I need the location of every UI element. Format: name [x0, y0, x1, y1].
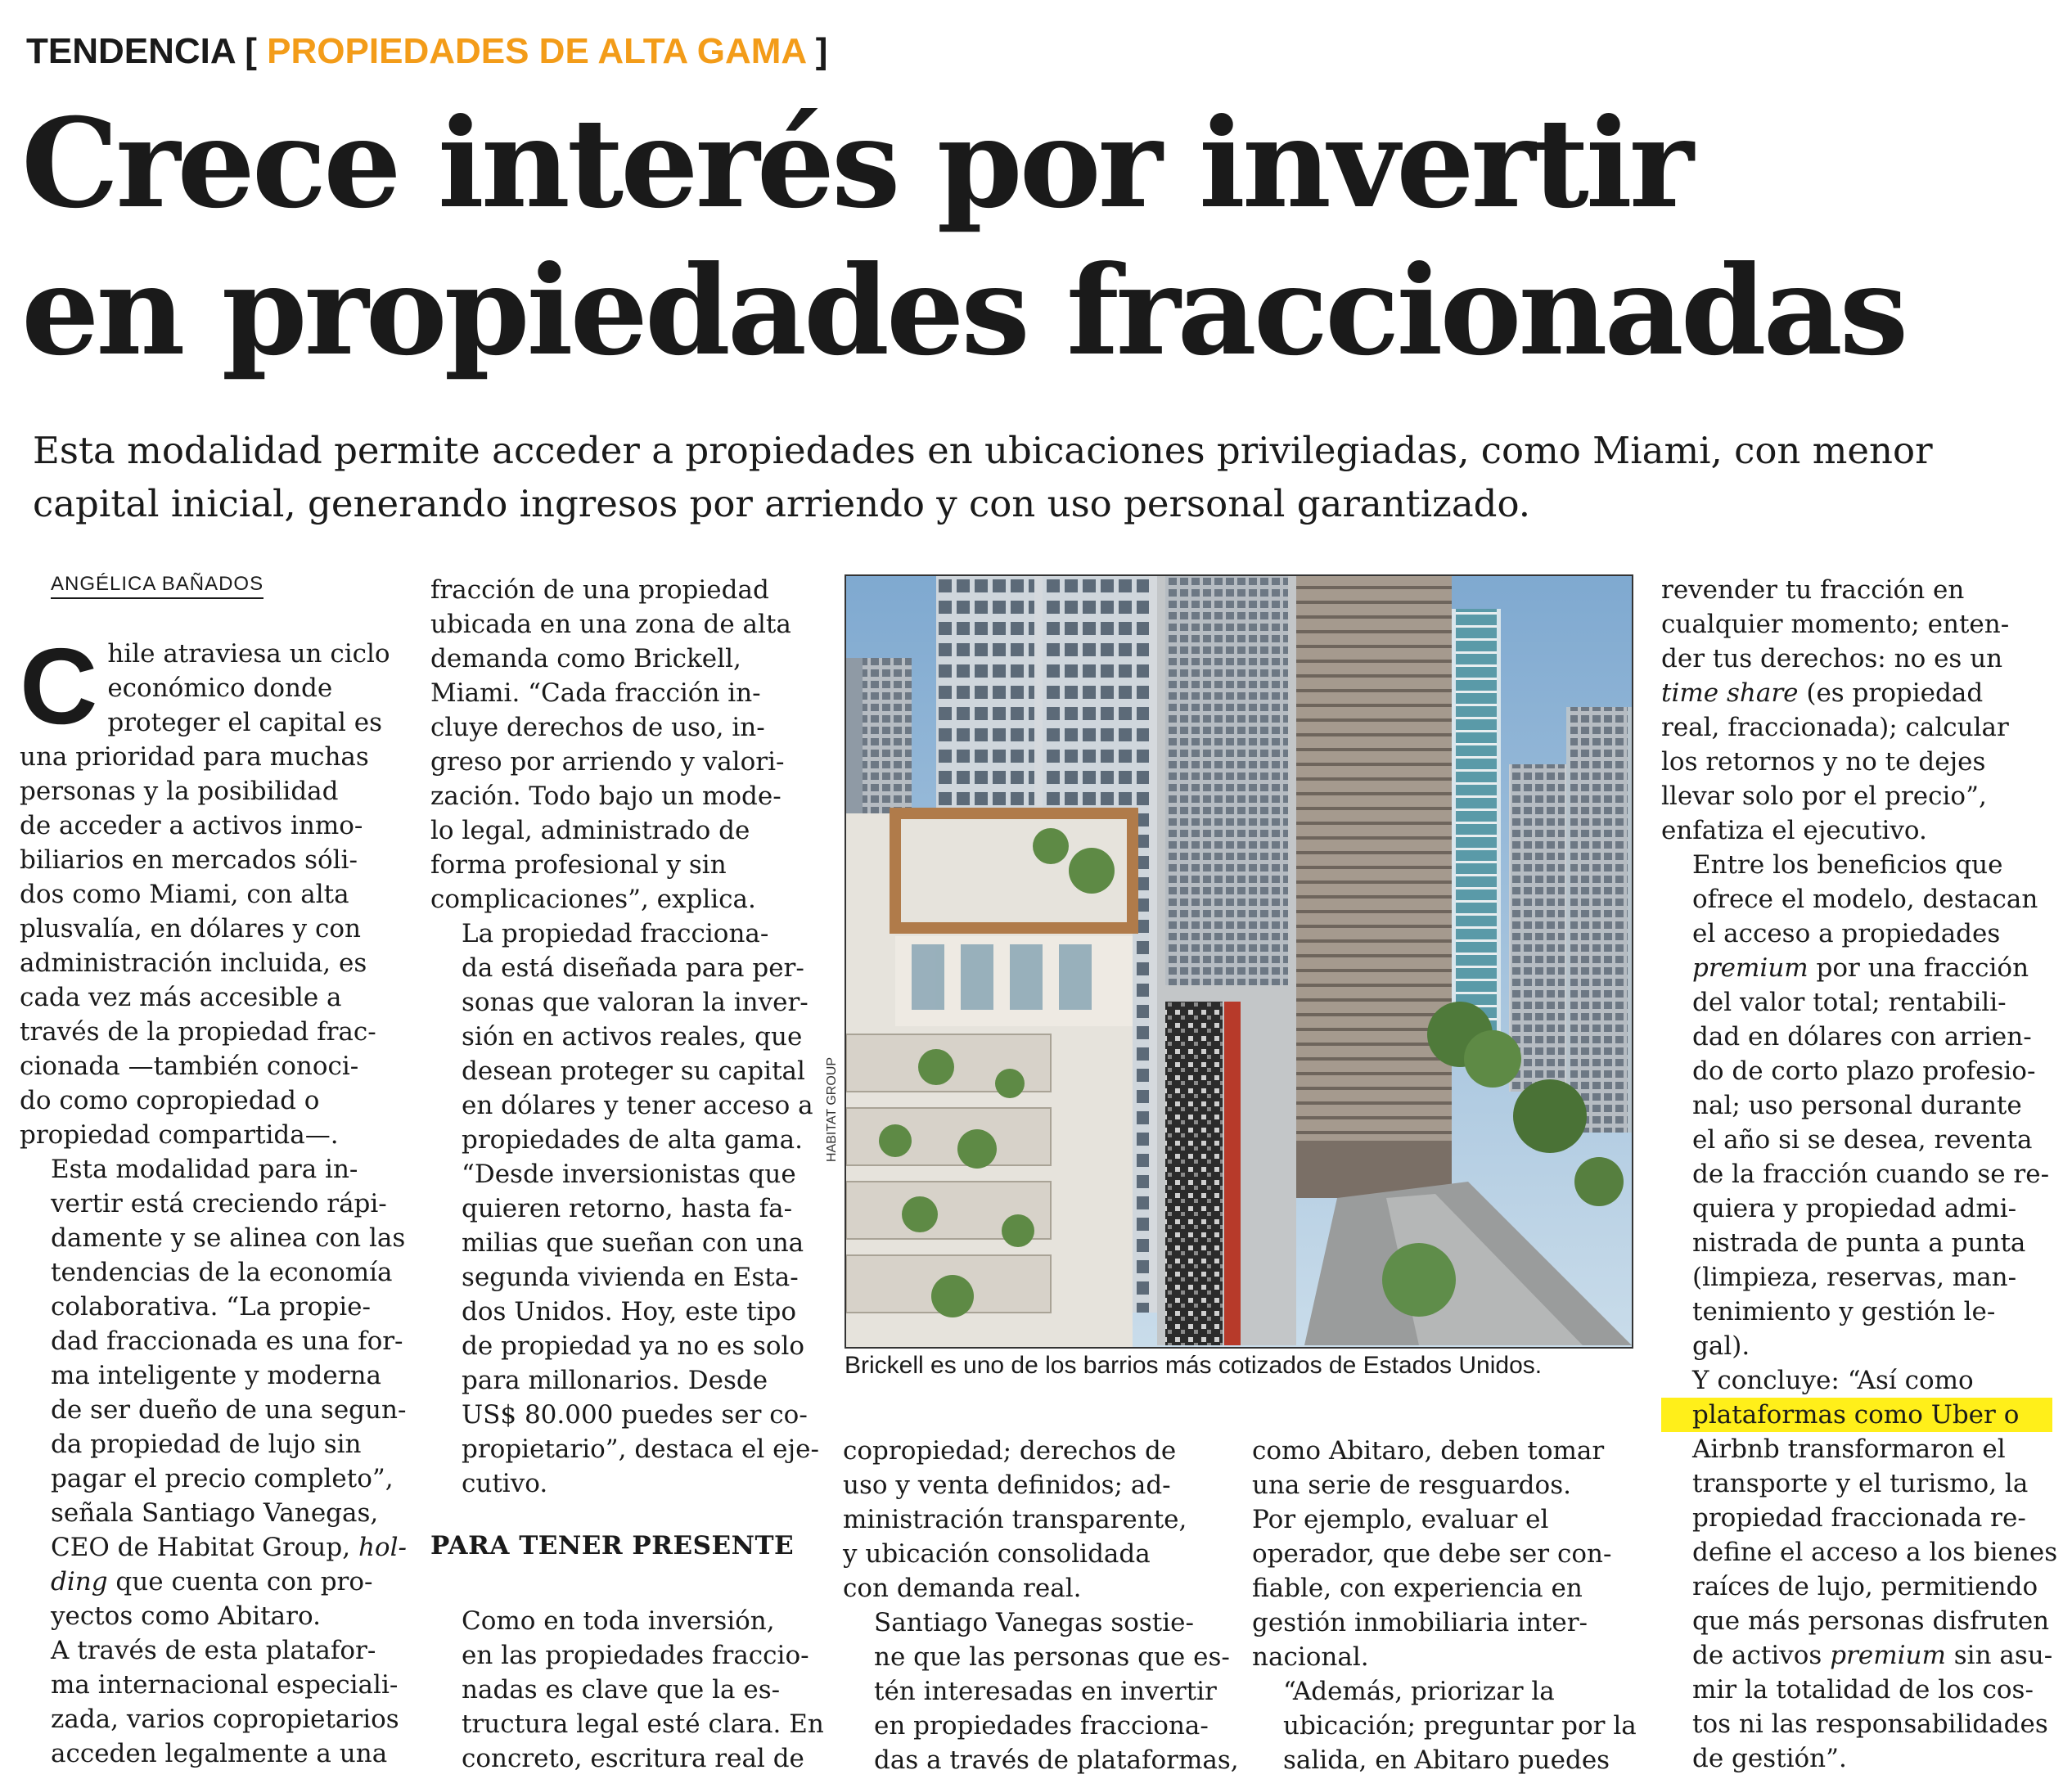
- text-line: y ubicación consolidada: [843, 1539, 1151, 1569]
- italic-run: ding: [51, 1567, 108, 1597]
- text-line: Como en toda inversión,: [462, 1606, 775, 1636]
- text-line: dad en dólares con arrien-: [1692, 1022, 2032, 1052]
- subhead: PARA TENER PRESENTE: [430, 1531, 795, 1561]
- text-line: quiera y propiedad admi-: [1692, 1194, 2017, 1223]
- text-line: desean proteger su capital: [462, 1056, 805, 1086]
- text-line: dos Unidos. Hoy, este tipo: [462, 1297, 796, 1326]
- text-line: operador, que debe ser con-: [1252, 1539, 1612, 1569]
- text-line: para millonarios. Desde: [462, 1366, 768, 1395]
- column-1: [20, 626, 407, 1771]
- text-line: Santiago Vanegas sostie-: [874, 1608, 1194, 1637]
- text-line: fracción de una propiedad: [430, 575, 769, 605]
- deck-line-1: Esta modalidad permite acceder a propiedades en ubicaciones privilegiadas, como Miami, con menor: [33, 429, 1933, 472]
- text-line: Y concluye: “Así como: [1692, 1366, 1974, 1395]
- text-line: en las propiedades fraccio-: [462, 1641, 809, 1670]
- text-line: quieren retorno, hasta fa-: [462, 1194, 793, 1223]
- text-line: [20, 1565, 406, 1599]
- text-line: cluye derechos de uso, in-: [430, 713, 765, 742]
- text-line: copropiedad; derechos de: [843, 1436, 1177, 1466]
- text-line: tructura legal esté clara. En: [462, 1709, 824, 1739]
- text-line: real, fraccionada); calcular: [1661, 713, 2009, 742]
- text-line: do como copropiedad o: [20, 1086, 320, 1115]
- text-line: proteger el capital es: [107, 708, 382, 737]
- text-line: sión en activos reales, que: [462, 1022, 803, 1052]
- text-line: de propiedad ya no es solo: [462, 1331, 805, 1361]
- text-line: “Además, priorizar la: [1283, 1677, 1555, 1706]
- text-line: Entre los beneficios que: [1692, 850, 2003, 880]
- text-line: [1661, 1638, 2052, 1673]
- paragraph: [430, 917, 819, 1501]
- text-line: nal; uso personal durante: [1692, 1091, 2022, 1120]
- text-lines: [843, 1434, 1227, 1606]
- paragraph: [1252, 1674, 1637, 1777]
- text-lines: [1661, 848, 2052, 951]
- column-5: [1661, 573, 2058, 1776]
- text-lines: [1661, 1673, 2052, 1776]
- text-line: das a través de plataformas,: [874, 1745, 1239, 1775]
- text-line: el año si se desea, reventa: [1692, 1125, 2033, 1155]
- text-line: (limpieza, reservas, man-: [1692, 1263, 2017, 1292]
- text-line: enfatiza el ejecutivo.: [1661, 816, 1927, 845]
- text-line: nistrada de punta a punta: [1692, 1228, 2026, 1258]
- text-line: nacional.: [1252, 1642, 1369, 1672]
- paragraph: [1661, 848, 2052, 1363]
- text-lines: [1661, 573, 2052, 676]
- column-3: [843, 1434, 1239, 1777]
- text-line: propiedad compartida—.: [20, 1120, 339, 1150]
- city-skyline-illustration: [846, 576, 1632, 1347]
- paragraph: [1661, 1363, 2058, 1776]
- deck: [33, 424, 2046, 530]
- text-line: “Desde inversionistas que: [462, 1160, 796, 1189]
- section-label: [26, 31, 827, 72]
- text-line: ministración transparente,: [843, 1505, 1187, 1534]
- text-line: milias que sueñan con una: [462, 1228, 804, 1258]
- paragraph: [430, 573, 809, 917]
- paragraph: [20, 626, 406, 1152]
- paragraph: [20, 1152, 406, 1633]
- text-lines: [430, 917, 819, 1501]
- text-line: revender tu fracción en: [1661, 575, 1965, 605]
- text-lines: [1252, 1674, 1637, 1777]
- text-line: de ser dueño de una segun-: [51, 1395, 407, 1425]
- text-line: complicaciones”, explica.: [430, 885, 756, 914]
- text-line: raíces de lujo, permitiendo: [1692, 1572, 2038, 1601]
- paragraph: [1661, 573, 2052, 848]
- text-line: tos ni las responsabilidades: [1692, 1709, 2048, 1739]
- text-line: del valor total; rentabili-: [1692, 988, 2007, 1017]
- text-line: tenimiento y gestión le-: [1692, 1297, 1996, 1326]
- text-line: través de la propiedad frac-: [20, 1017, 376, 1047]
- text-line: sonas que valoran la inver-: [462, 988, 809, 1017]
- text-line: en dólares y tener acceso a: [462, 1091, 813, 1120]
- text-line: gal).: [1692, 1331, 1750, 1361]
- text-line: pagar el precio completo”,: [51, 1464, 394, 1493]
- text-line: Por ejemplo, evaluar el: [1252, 1505, 1549, 1534]
- text-line: cionada —también conoci-: [20, 1052, 359, 1081]
- text-lines: [20, 1152, 406, 1530]
- deck-line-2: capital inicial, generando ingresos por arriendo y con uso personal garantizado.: [33, 482, 1531, 525]
- text-line: los retornos y no te dejes: [1661, 747, 1986, 777]
- text-line: de acceder a activos inmo-: [20, 811, 363, 840]
- text-line: una serie de resguardos.: [1252, 1470, 1571, 1500]
- text-line: ubicación; preguntar por la: [1283, 1711, 1637, 1741]
- text-line: fiable, con experiencia en: [1252, 1574, 1583, 1603]
- text-line: como Abitaro, deben tomar: [1252, 1436, 1605, 1466]
- section-name: TENDENCIA: [26, 31, 236, 71]
- text-line: segunda vivienda en Esta-: [462, 1263, 799, 1292]
- text-line: económico donde: [107, 673, 333, 703]
- text-line: acceden legalmente a una: [51, 1739, 388, 1768]
- column-4: [1252, 1434, 1637, 1777]
- text-line: el acceso a propiedades: [1692, 919, 2001, 948]
- section-topic: PROPIEDADES DE ALTA GAMA: [267, 31, 806, 71]
- text-line: lo legal, administrado de: [430, 816, 750, 845]
- paragraph: [1252, 1434, 1637, 1674]
- text-line: vertir está creciendo rápi-: [51, 1189, 387, 1218]
- italic-run: time share: [1661, 678, 1799, 708]
- text-line: ma inteligente y moderna: [51, 1361, 381, 1390]
- text-run: por una fracción: [1808, 953, 2029, 983]
- text-line: concreto, escritura real de: [462, 1744, 804, 1773]
- text-line: en propiedades fracciona-: [874, 1711, 1209, 1741]
- text-line: hile atraviesa un ciclo: [107, 639, 390, 669]
- text-line: personas y la posibilidad: [20, 777, 339, 806]
- text-run: de activos: [1692, 1641, 1831, 1670]
- bracket-close: ]: [815, 31, 828, 71]
- text-run: sin asu-: [1945, 1641, 2053, 1670]
- text-line: der tus derechos: no es un: [1661, 644, 2003, 673]
- text-line: da está diseñada para per-: [462, 953, 804, 983]
- text-line: A través de esta platafor-: [51, 1636, 376, 1665]
- text-lines: [430, 1604, 824, 1776]
- byline: ANGÉLICA BAÑADOS: [51, 573, 264, 599]
- text-line: [20, 1530, 406, 1565]
- headline: [21, 90, 2051, 385]
- text-line: zada, varios copropietarios: [51, 1705, 399, 1734]
- text-line: demanda como Brickell,: [430, 644, 741, 673]
- text-line: cualquier momento; enten-: [1661, 610, 2010, 639]
- text-line: Airbnb transformaron el: [1692, 1434, 2006, 1464]
- text-line: define el acceso a los bienes: [1692, 1538, 2058, 1567]
- text-line: ubicada en una zona de alta: [430, 610, 791, 639]
- text-line: mir la totalidad de los cos-: [1692, 1675, 2034, 1705]
- text-lines: [20, 1633, 406, 1771]
- text-line: yectos como Abitaro.: [51, 1601, 321, 1631]
- text-run: (es propiedad: [1798, 678, 1984, 708]
- text-line: cada vez más accesible a: [20, 983, 342, 1012]
- photo: [845, 574, 1633, 1349]
- text-lines: [1252, 1434, 1637, 1674]
- highlighted-text: plataformas como Uber o: [1661, 1398, 2052, 1432]
- italic-run: premium: [1692, 953, 1808, 983]
- headline-line-2: en propiedades fraccionadas: [21, 239, 1906, 383]
- text-line: plusvalía, en dólares y con: [20, 914, 362, 944]
- drop-cap: C: [20, 626, 98, 746]
- italic-run: premium: [1830, 1641, 1946, 1670]
- text-line: que más personas disfruten: [1692, 1606, 2050, 1636]
- column-2: [430, 573, 824, 1776]
- text-line: US$ 80.000 puedes ser co-: [462, 1400, 808, 1430]
- text-line: gestión inmobiliaria inter-: [1252, 1608, 1588, 1637]
- text-line: llevar solo por el precio”,: [1661, 781, 1987, 811]
- text-line: dos como Miami, con alta: [20, 880, 349, 909]
- text-line: greso por arriendo y valori-: [430, 747, 785, 777]
- text-lines: [1661, 985, 2052, 1363]
- text-line: Esta modalidad para in-: [51, 1155, 358, 1184]
- text-line: Miami. “Cada fracción in-: [430, 678, 761, 708]
- paragraph: [843, 1434, 1227, 1606]
- text-line: dad fraccionada es una for-: [51, 1326, 403, 1356]
- text-line: La propiedad fracciona-: [462, 919, 769, 948]
- paragraph: [430, 1604, 824, 1776]
- text-line: colaborativa. “La propie-: [51, 1292, 371, 1322]
- paragraph: [843, 1606, 1239, 1777]
- text-line: nadas es clave que la es-: [462, 1675, 781, 1705]
- text-line: de gestión”.: [1692, 1744, 1847, 1773]
- text-line: do de corto plazo profesio-: [1692, 1056, 2036, 1086]
- text-lines: [430, 573, 809, 917]
- text-line: salida, en Abitaro puedes: [1283, 1745, 1610, 1775]
- text-lines: [843, 1606, 1239, 1777]
- text-line: biliarios en mercados sóli-: [20, 845, 358, 875]
- text-line: propiedades de alta gama.: [462, 1125, 804, 1155]
- text-line: da propiedad de lujo sin: [51, 1430, 362, 1459]
- text-line: señala Santiago Vanegas,: [51, 1498, 379, 1528]
- text-line: [1661, 951, 2052, 985]
- text-lines: [1661, 710, 2052, 848]
- text-line: tén interesadas en invertir: [874, 1677, 1217, 1706]
- headline-line-1: Crece interés por invertir: [21, 92, 1691, 236]
- text-line: forma profesional y sin: [430, 850, 727, 880]
- text-line: [1661, 676, 2052, 710]
- photo-caption: Brickell es uno de los barrios más cotizados de Estados Unidos.: [845, 1352, 1543, 1379]
- text-lines: [1661, 1432, 2058, 1638]
- text-line: zación. Todo bajo un mode-: [430, 781, 782, 811]
- italic-run: hol-: [358, 1533, 407, 1562]
- bracket-open: [: [245, 31, 257, 71]
- text-line: tendencias de la economía: [51, 1258, 393, 1287]
- text-line: cutivo.: [462, 1469, 548, 1498]
- text-line: ofrece el modelo, destacan: [1692, 885, 2038, 914]
- photo-credit: HABITAT GROUP: [825, 1056, 839, 1162]
- text-run: CEO de Habitat Group,: [51, 1533, 358, 1562]
- text-line: una prioridad para muchas: [20, 742, 369, 772]
- text-line: con demanda real.: [843, 1574, 1082, 1603]
- text-line: de la fracción cuando se re-: [1692, 1160, 2050, 1189]
- text-run: que cuenta con pro-: [107, 1567, 373, 1597]
- text-line: ma internacional especiali-: [51, 1670, 399, 1700]
- text-line: ne que las personas que es-: [874, 1642, 1230, 1672]
- text-line: propiedad fraccionada re-: [1692, 1503, 2026, 1533]
- text-line: uso y venta definidos; ad-: [843, 1470, 1171, 1500]
- text-line: administración incluida, es: [20, 948, 367, 978]
- text-line: propietario”, destaca el eje-: [462, 1434, 819, 1464]
- text-line: damente y se alinea con las: [51, 1223, 406, 1253]
- paragraph: [20, 1633, 406, 1771]
- text-line: transporte y el turismo, la: [1692, 1469, 2029, 1498]
